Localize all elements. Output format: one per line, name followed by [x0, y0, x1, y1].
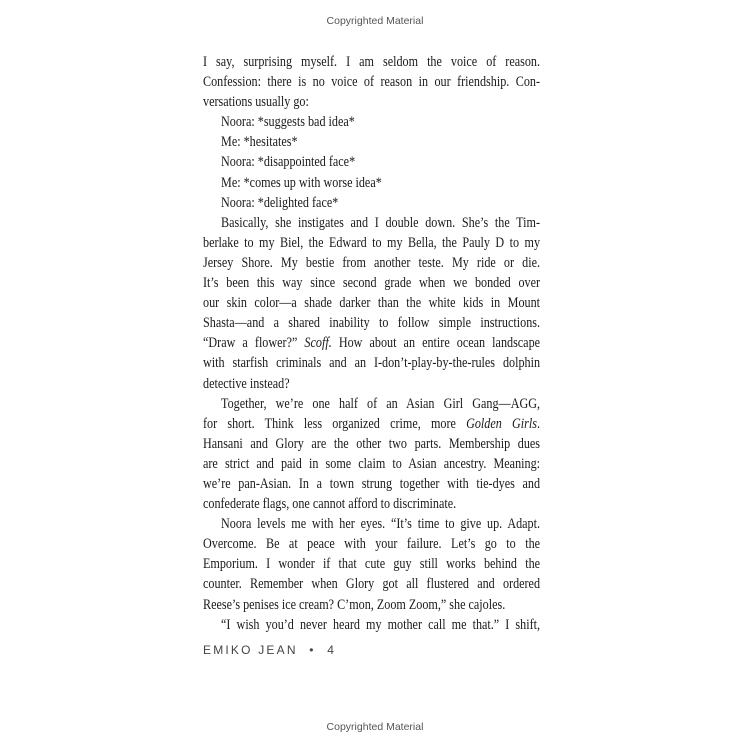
- copyright-watermark-bottom: Copyrighted Material: [326, 721, 424, 733]
- text-line: [203, 293, 540, 313]
- page-footer: [203, 643, 336, 657]
- text-segment: Noora: *delighted face*: [221, 194, 339, 211]
- text-line: [203, 152, 540, 172]
- text-line: [203, 92, 540, 112]
- text-line: [203, 233, 540, 253]
- text-line: [203, 514, 540, 534]
- text-segment: “Draw a flower?”: [203, 335, 305, 352]
- text-line: [203, 72, 540, 92]
- text-segment: detective instead?: [203, 375, 290, 392]
- text-segment: Reese’s penises ice cream? C’mon, Zoom Zoom,” she cajoles.: [203, 596, 506, 613]
- text-line: [203, 112, 540, 132]
- copyright-watermark-top: Copyrighted Material: [326, 15, 424, 27]
- text-segment: Jersey Shore. My bestie from another teste. My ride or die.: [203, 254, 541, 271]
- text-line: [203, 534, 540, 554]
- text-segment: Me: *comes up with worse idea*: [221, 174, 382, 191]
- text-segment: I say, surprising myself. I am seldom the voice of reason.: [203, 54, 541, 70]
- text-line: [203, 595, 540, 615]
- author-name: EMIKO JEAN: [203, 643, 298, 657]
- text-line: [203, 574, 540, 594]
- text-line: [203, 193, 540, 213]
- text-line: [203, 253, 540, 273]
- text-line: [203, 454, 540, 474]
- text-segment: Noora: *suggests bad idea*: [221, 114, 355, 131]
- page-number: 4: [327, 643, 337, 657]
- text-segment: .: [536, 415, 541, 432]
- text-segment: Noora levels me with her eyes. “It’s time to give up. Adapt.: [221, 516, 541, 533]
- separator-dot: •: [309, 643, 316, 657]
- text-segment: for short. Think less organized crime, more: [203, 415, 467, 432]
- text-segment: Noora: *disappointed face*: [221, 154, 356, 171]
- body-text: [203, 52, 540, 635]
- text-line: [203, 52, 540, 72]
- text-line: [203, 173, 540, 193]
- text-line: [203, 213, 540, 233]
- text-line: [203, 414, 540, 434]
- text-segment: confederate flags, one cannot afford to discriminate.: [203, 496, 457, 513]
- text-line: [203, 494, 540, 514]
- text-line: [203, 554, 540, 574]
- text-segment: Me: *hesitates*: [221, 134, 298, 151]
- text-segment: Basically, she instigates and I double down. She’s the Tim-: [221, 214, 541, 231]
- text-segment: Overcome. Be at peace with your failure. Let’s go to the: [203, 536, 541, 553]
- text-line: [203, 353, 540, 373]
- text-line: [203, 474, 540, 494]
- text-segment: Hansani and Glory are the other two parts. Membership dues: [203, 435, 541, 452]
- text-segment: versations usually go:: [203, 94, 309, 111]
- italic-text: Golden Girls: [466, 415, 537, 432]
- text-segment: Shasta—and a shared inability to follow simple instructions.: [203, 315, 541, 332]
- text-line: [203, 615, 540, 635]
- text-line: [203, 132, 540, 152]
- text-line: [203, 394, 540, 414]
- text-segment: we’re pan-Asian. In a town strung together with tie-dyes and: [203, 475, 541, 492]
- text-line: [203, 374, 540, 394]
- text-segment: with starfish criminals and an I-don’t-play-by-the-rules dolphin: [203, 355, 541, 372]
- text-segment: are strict and paid in some claim to Asian ancestry. Meaning:: [203, 455, 541, 472]
- text-line: [203, 333, 540, 353]
- text-line: [203, 434, 540, 454]
- text-segment: How about an entire ocean landscape: [331, 335, 541, 352]
- text-segment: It’s been this way since second grade when we bonded over: [203, 275, 541, 292]
- text-segment: Confession: there is no voice of reason in our friendship. Con-: [203, 74, 541, 91]
- text-segment: berlake to my Biel, the Edward to my Bella, the Pauly D to my: [203, 234, 541, 251]
- text-segment: Emporium. I wonder if that cute guy still works behind the: [203, 556, 541, 573]
- text-line: [203, 313, 540, 333]
- text-segment: our skin color—a shade darker than the white kids in Mount: [203, 295, 541, 312]
- italic-text: Scoff.: [304, 335, 332, 352]
- text-segment: “I wish you’d never heard my mother call me that.” I shift,: [221, 616, 541, 633]
- text-segment: Together, we’re one half of an Asian Girl Gang—AGG,: [221, 395, 541, 412]
- text-line: [203, 273, 540, 293]
- text-segment: counter. Remember when Glory got all flustered and ordered: [203, 576, 541, 593]
